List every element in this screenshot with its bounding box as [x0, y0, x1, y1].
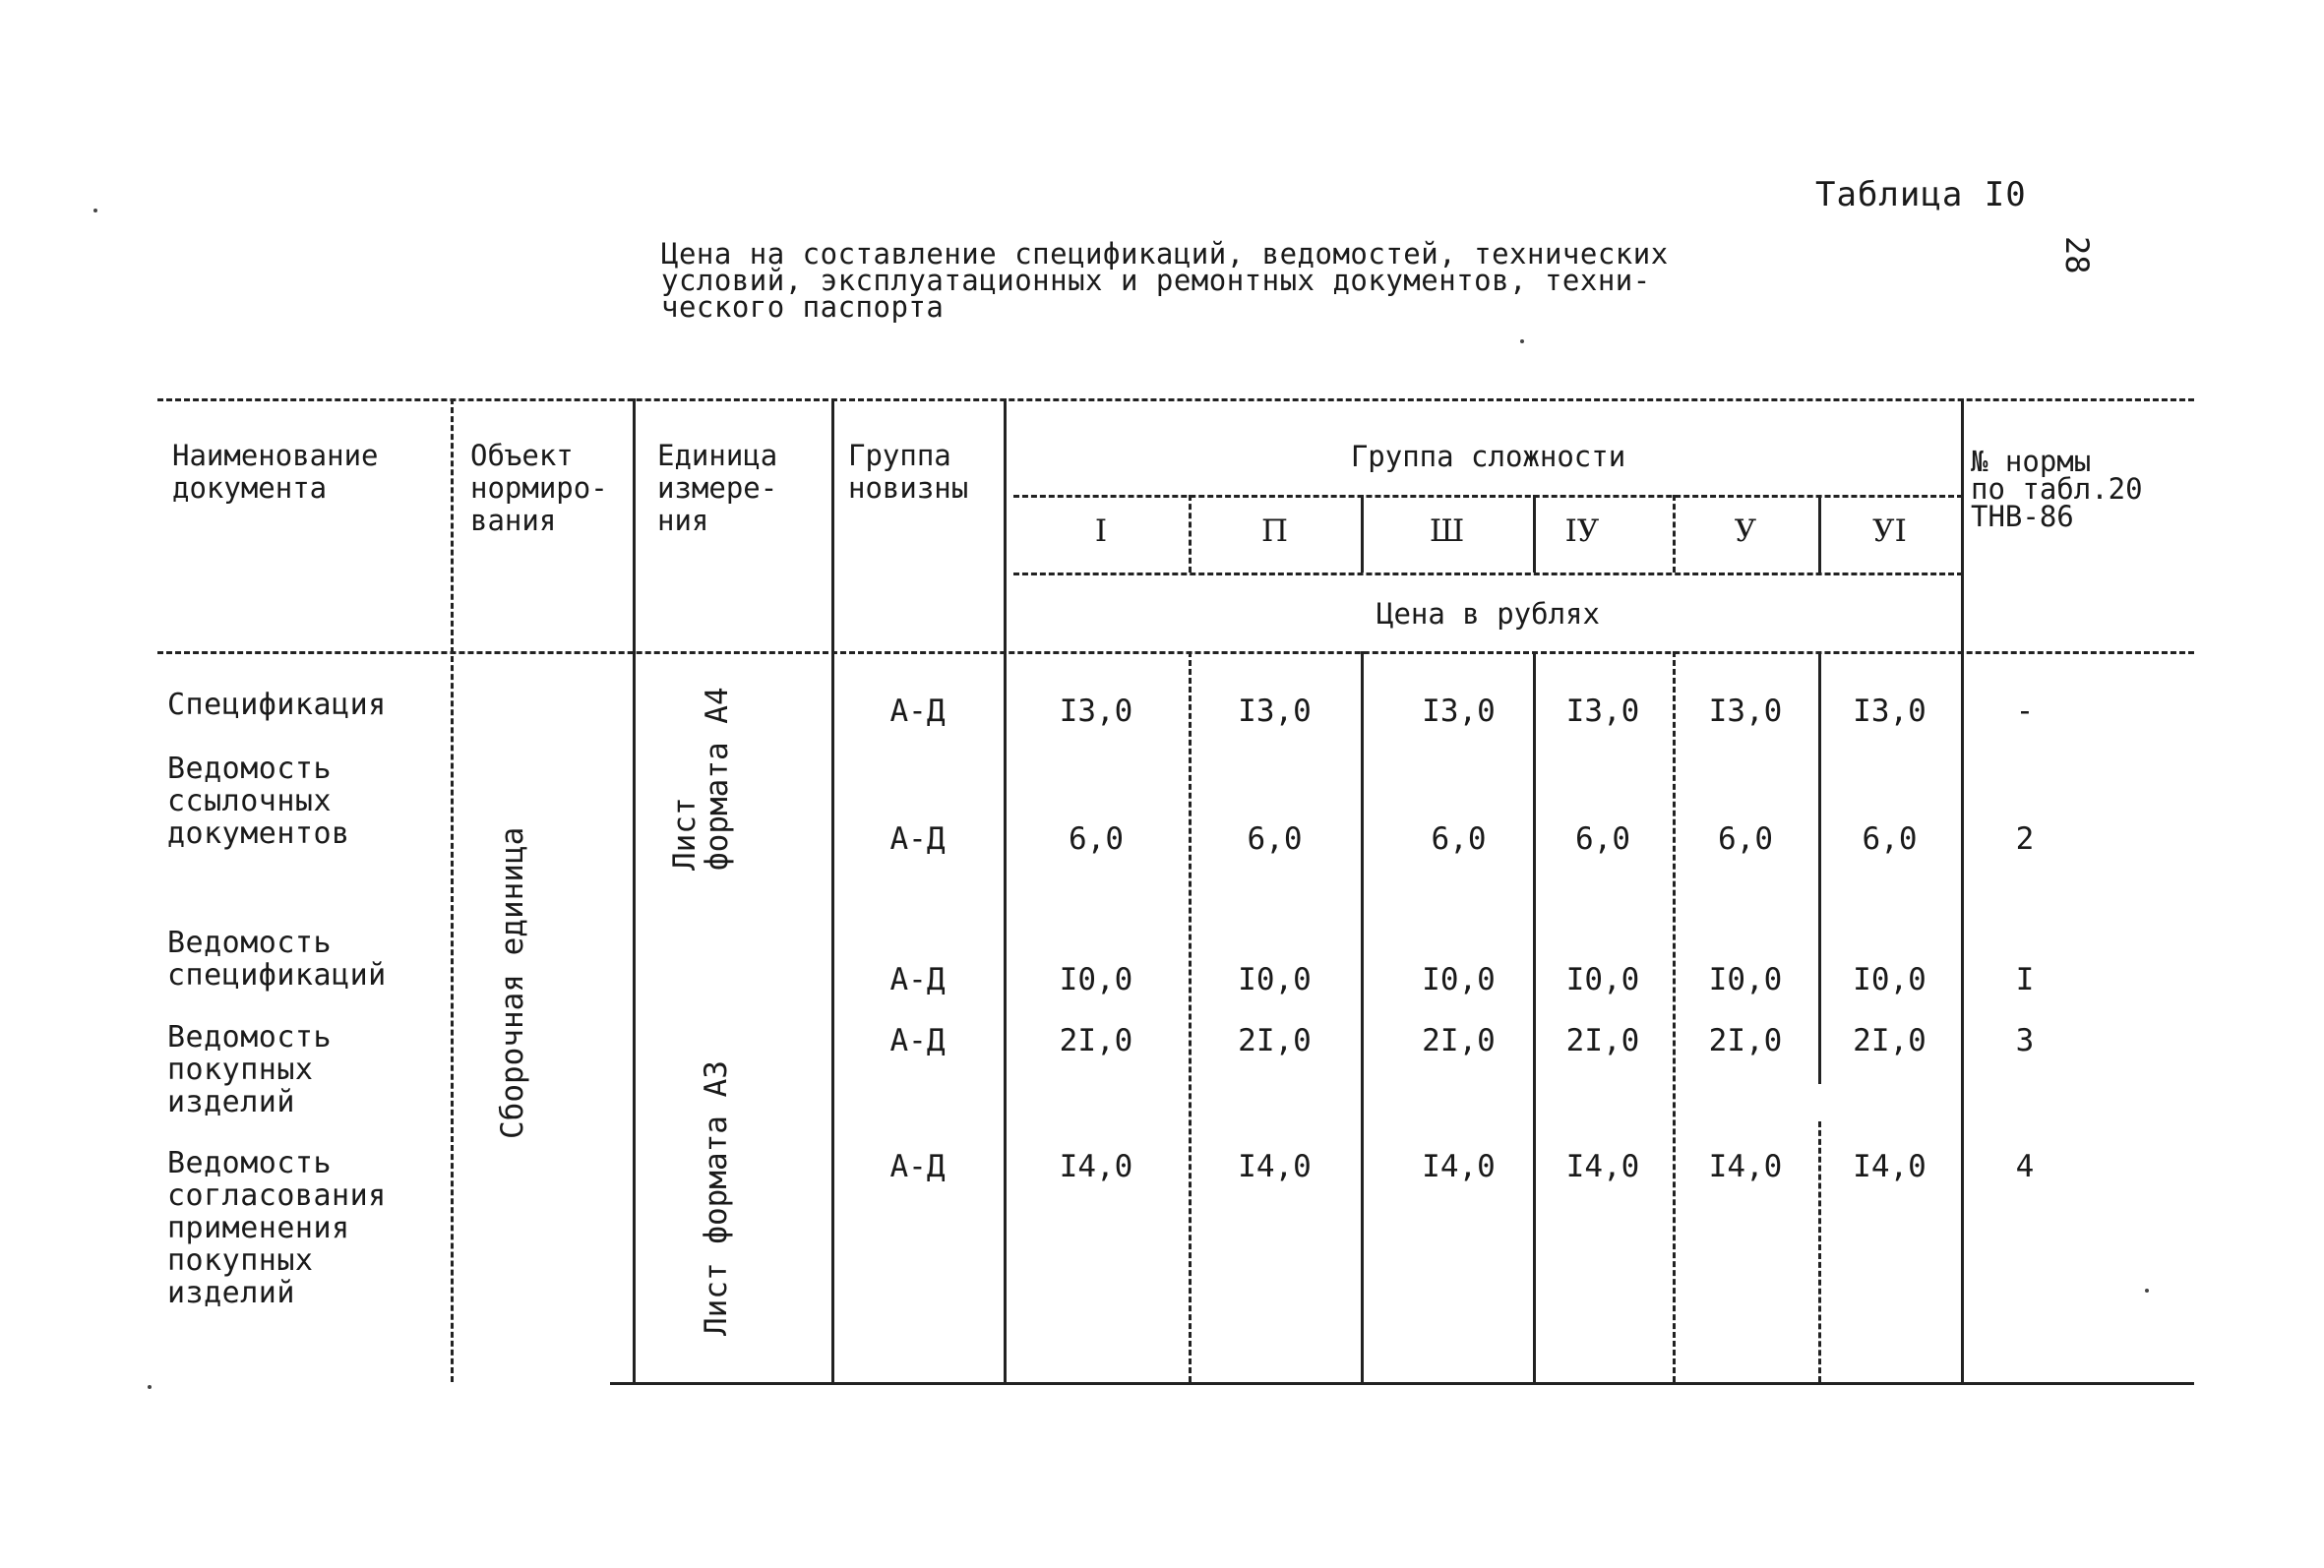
group-header-1: I: [1094, 513, 1108, 549]
price-cell: 2I,0: [1565, 1023, 1640, 1058]
table-top-rule: [157, 398, 2194, 401]
col-divider: [451, 398, 454, 1382]
row-name-specification: Спецификация: [167, 688, 387, 722]
group-header-4: IУ: [1564, 513, 1600, 549]
table-title: [661, 237, 1763, 324]
unit-a3: Лист формата А3: [699, 1060, 734, 1336]
table-label: Таблица I0: [1815, 175, 2027, 214]
group-header-2: П: [1260, 513, 1289, 549]
price-cell: I0,0: [1422, 962, 1496, 997]
price-cell: 2I,0: [1708, 1023, 1783, 1058]
price-cell: I0,0: [1853, 962, 1926, 997]
price-cell: I3,0: [1565, 694, 1640, 729]
header-bottom-rule: [157, 651, 2194, 654]
price-cell: I4,0: [1422, 1149, 1496, 1184]
price-cell: I3,0: [1708, 694, 1783, 729]
norm-cell: 4: [2015, 1149, 2035, 1184]
row-name-approval-list: Ведомость согласования применения покупных изделий: [167, 1146, 387, 1310]
price-cell: 6,0: [1247, 821, 1303, 857]
scan-speck: [93, 209, 97, 212]
row-name-purchased-items: Ведомость покупных изделий: [167, 1020, 333, 1119]
group-header-6: УI: [1872, 513, 1907, 549]
title-line: ческого паспорта: [661, 290, 945, 324]
price-cell: 6,0: [1862, 821, 1918, 857]
header-price: Цена в рублях: [1376, 597, 1600, 631]
col-divider: [1673, 651, 1676, 1382]
price-cell: I0,0: [1059, 962, 1133, 997]
price-cell: I0,0: [1565, 962, 1640, 997]
scan-speck: [148, 1385, 152, 1389]
scan-speck: [1520, 339, 1524, 343]
col-divider: [1004, 398, 1007, 1382]
title-line: Цена на составление спецификаций, ведомостей, технических: [661, 237, 1669, 271]
price-cell: I3,0: [1059, 694, 1133, 729]
price-cell: I3,0: [1853, 694, 1926, 729]
col-divider: [1189, 651, 1192, 1382]
price-cell: I4,0: [1059, 1149, 1133, 1184]
page-number: 28: [2058, 236, 2096, 274]
groups-rule: [1013, 573, 1963, 575]
price-cell: I4,0: [1853, 1149, 1926, 1184]
price-cell: 6,0: [1718, 821, 1773, 857]
col-divider: [831, 398, 834, 1382]
price-cell: 6,0: [1575, 821, 1630, 857]
title-line: условий, эксплуатационных и ремонтных документов, техни-: [661, 264, 1651, 297]
group-header-5: У: [1734, 513, 1757, 549]
price-cell: 6,0: [1069, 821, 1124, 857]
price-cell: I0,0: [1238, 962, 1312, 997]
unit-a4: Лист формата А4: [667, 687, 735, 871]
novelty-cell: А-Д: [889, 694, 946, 729]
norm-cell: -: [2015, 694, 2035, 729]
novelty-cell: А-Д: [889, 962, 946, 997]
table-bottom-rule: [610, 1382, 2194, 1385]
price-cell: 2I,0: [1238, 1023, 1312, 1058]
price-cell: I4,0: [1708, 1149, 1783, 1184]
header-complexity: Группа сложности: [1350, 440, 1626, 473]
norm-cell: 2: [2015, 821, 2035, 857]
novelty-cell: А-Д: [889, 1023, 946, 1058]
row-name-spec-list: Ведомость спецификаций: [167, 926, 387, 993]
price-cell: I3,0: [1238, 694, 1312, 729]
row-name-reference-list: Ведомость ссылочных документов: [167, 752, 350, 851]
scan-speck: [2145, 1289, 2149, 1293]
price-cell: 2I,0: [1853, 1023, 1926, 1058]
price-cell: 6,0: [1431, 821, 1487, 857]
group-header-3: Ш: [1429, 513, 1465, 549]
novelty-cell: А-Д: [889, 1149, 946, 1184]
header-unit: Единица измере- ния: [657, 439, 778, 537]
col-divider: [633, 398, 636, 1382]
price-cell: I4,0: [1565, 1149, 1640, 1184]
price-cell: 2I,0: [1059, 1023, 1133, 1058]
price-cell: I4,0: [1238, 1149, 1312, 1184]
col-divider: [1361, 651, 1364, 1382]
novelty-cell: А-Д: [889, 821, 946, 857]
header-novelty: Группа новизны: [848, 439, 969, 505]
col-divider: [1533, 651, 1536, 1382]
header-doc-name: Наименование документа: [172, 439, 379, 505]
col-divider: [1961, 398, 1964, 1382]
header-object: Объект нормиро- вания: [470, 439, 608, 537]
price-cell: I0,0: [1708, 962, 1783, 997]
norm-cell: I: [2015, 962, 2035, 997]
norm-cell: 3: [2015, 1023, 2035, 1058]
object-value: Сборочная единица: [495, 826, 530, 1139]
header-norm: № нормы по табл.20 ТНВ-86: [1971, 445, 2143, 533]
price-cell: I3,0: [1422, 694, 1496, 729]
price-cell: 2I,0: [1422, 1023, 1496, 1058]
